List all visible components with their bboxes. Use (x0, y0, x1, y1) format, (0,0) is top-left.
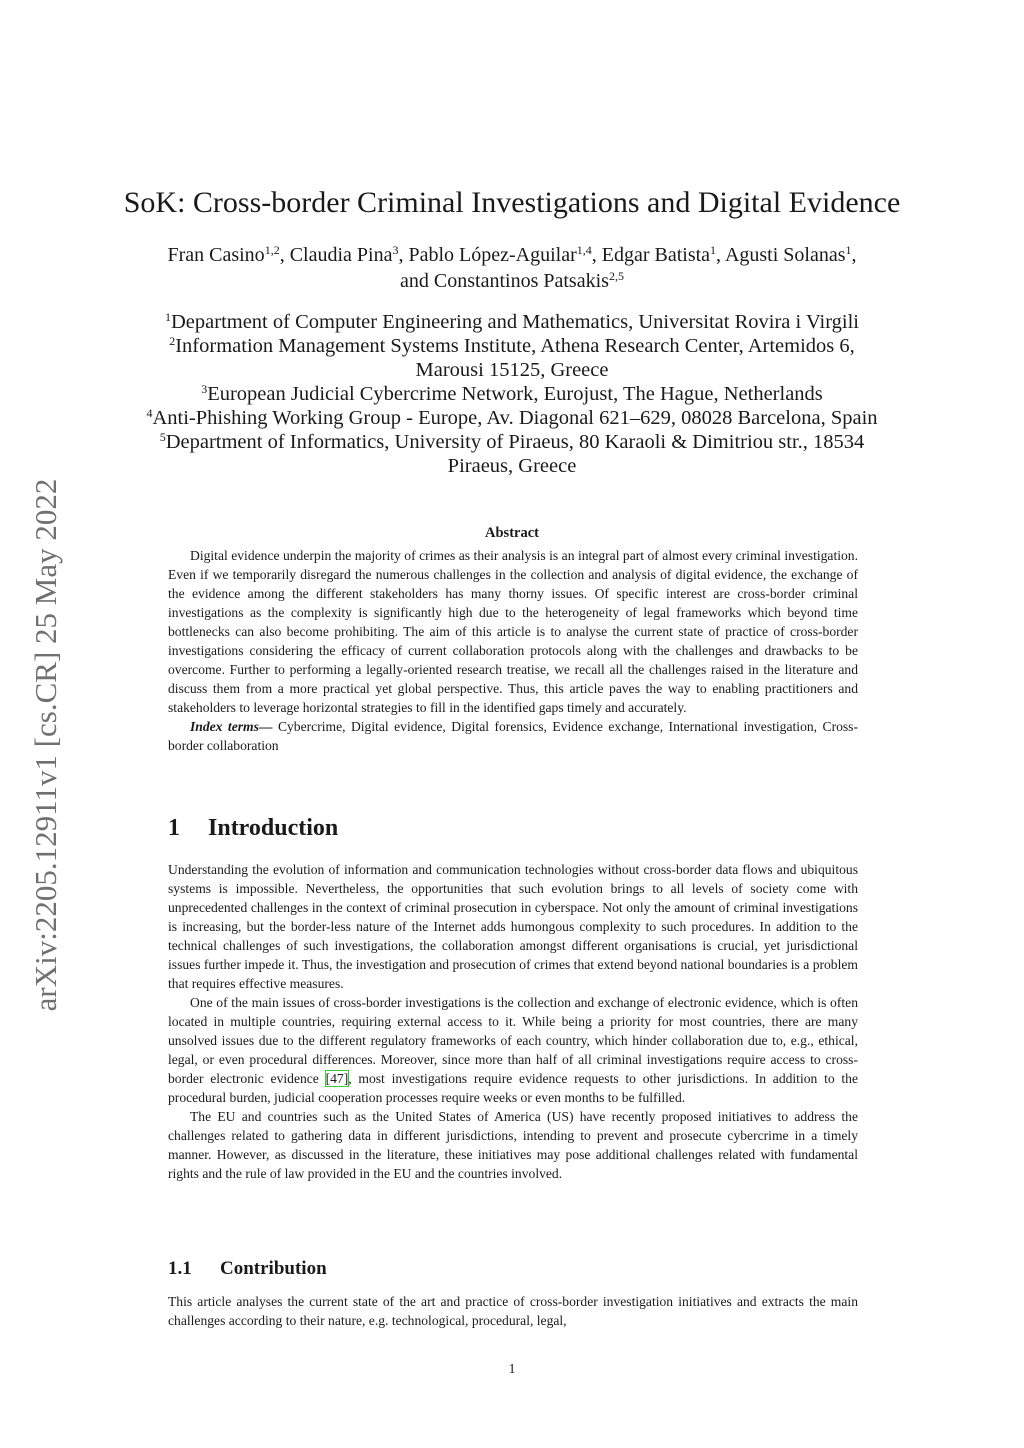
affiliation-list (100, 310, 924, 478)
author: Edgar Batista$^1$, (601, 243, 725, 266)
affiliation: $^2$Information Management Systems Institute, Athena Research Center, Artemidos 6, Marousi 15125, Greece (169, 334, 855, 381)
paragraph: Understanding the evolution of information and communication technologies without cross-border data flows and ubiquitous systems is impossible. Nevertheless, the opportunities that such evolution brings to all levels of society come with unprecedented challenges in the context of criminal prosecution in cyberspace. Not only the amount of criminal investigations is increasing, but the border-less nature of the Internet adds humongous complexity to such procedures. In addition to the technical challenges of such investigations, the collaboration amongst different organisations is crucial, yet jurisdictional issues further impede it. Thus, the investigation and prosecution of crimes that extend beyond national boundaries is a problem that requires effective measures. (168, 862, 858, 991)
affiliation: $^3$European Judicial Cybercrime Network, Eurojust, The Hague, Netherlands (201, 382, 823, 405)
section-heading: 1 Introduction (168, 815, 339, 841)
abstract-text: Digital evidence underpin the majority of crimes as their analysis is an integral part of almost every criminal investigation. Even if we temporarily disregard the numerous challenges in the collection and analysis of digital evidence, the exchange of the evidence among the different stakeholders has many thorny issues. Of specific interest are cross-border criminal investigations as the complexity is significantly high due to the heterogeneity of legal frameworks which beyond time bottlenecks can also become prohibiting. The aim of this article is to analyse the current state of practice of cross-border investigations considering the efficacy of current collaboration protocols along with the challenges and drawbacks to be overcome. Further to performing a legally-oriented research treatise, we recall all the challenges raised in the literature and discuss them from a more practical yet global perspective. Thus, this article paves the way to enabling practitioners and stakeholders to leverage horizontal strategies to fill in the identified gaps timely and accurately. (168, 548, 858, 715)
paragraph: This article analyses the current state of the art and practice of cross-border investigation initiatives and extracts the main challenges according to their nature, e.g. technological, procedural, legal, (168, 1294, 858, 1328)
author: and Constantinos Patsakis$^{2,5}$ (400, 269, 624, 292)
contribution-body (168, 1292, 858, 1330)
abstract (168, 546, 858, 755)
affiliation: $^4$Anti-Phishing Working Group - Europe, Av. Diagonal 621–629, 08028 Barcelona, Spain (146, 406, 878, 429)
paragraph: One of the main issues of cross-border investigations is the collection and exchange of electronic evidence, which is often located in multiple countries, requiring external access to it. While being a priority for most countries, there are many unsolved issues due to the different regulatory frameworks of each country, which hinder collaboration due to, e.g., ethical, legal, or even procedural differences. Moreover, since more than half of all criminal investigations require access to cross-border electronic evidence [47], most investigations require evidence requests to other jurisdictions. In addition to the procedural burden, judicial cooperation processes require weeks or even months to be fulfilled. (168, 995, 858, 1105)
paper-title: SoK: Cross-border Criminal Investigations and Digital Evidence (123, 186, 901, 219)
author: Claudia Pina$^3$, (289, 243, 409, 266)
author: Agusti Solanas$^1$, (724, 243, 857, 266)
introduction-body (168, 860, 858, 1183)
arxiv-id: arXiv:2205.12911v1 [cs.CR] 25 May 2022 (28, 478, 63, 1012)
author: Fran Casino$^{1,2}$, (167, 243, 290, 266)
author: Pablo López-Aguilar$^{1,4}$, (408, 243, 602, 266)
page-number: 1 (508, 1362, 516, 1377)
citation-link[interactable]: [47] (325, 1071, 349, 1086)
affiliation: $^1$Department of Computer Engineering and Mathematics, Universitat Rovira i Virgili (164, 310, 860, 333)
subsection-heading: 1.1 Contribution (168, 1258, 327, 1279)
affiliation: $^5$Department of Informatics, University of Piraeus, 80 Karaoli & Dimitriou str., 18534 Piraeus, Greece (159, 430, 865, 477)
author-list (110, 242, 914, 294)
abstract-heading: Abstract (485, 525, 539, 541)
index-terms: Index terms— Cybercrime, Digital evidence, Digital forensics, Evidence exchange, International investigation, Cross-border collaboration (168, 719, 858, 753)
paragraph: The EU and countries such as the United States of America (US) have recently proposed initiatives to address the challenges related to gathering data in different jurisdictions, intending to prevent and prosecute cybercrime in a timely manner. However, as discussed in the literature, these initiatives may pose additional challenges related with fundamental rights and the rule of law provided in the EU and the countries involved. (168, 1109, 858, 1181)
